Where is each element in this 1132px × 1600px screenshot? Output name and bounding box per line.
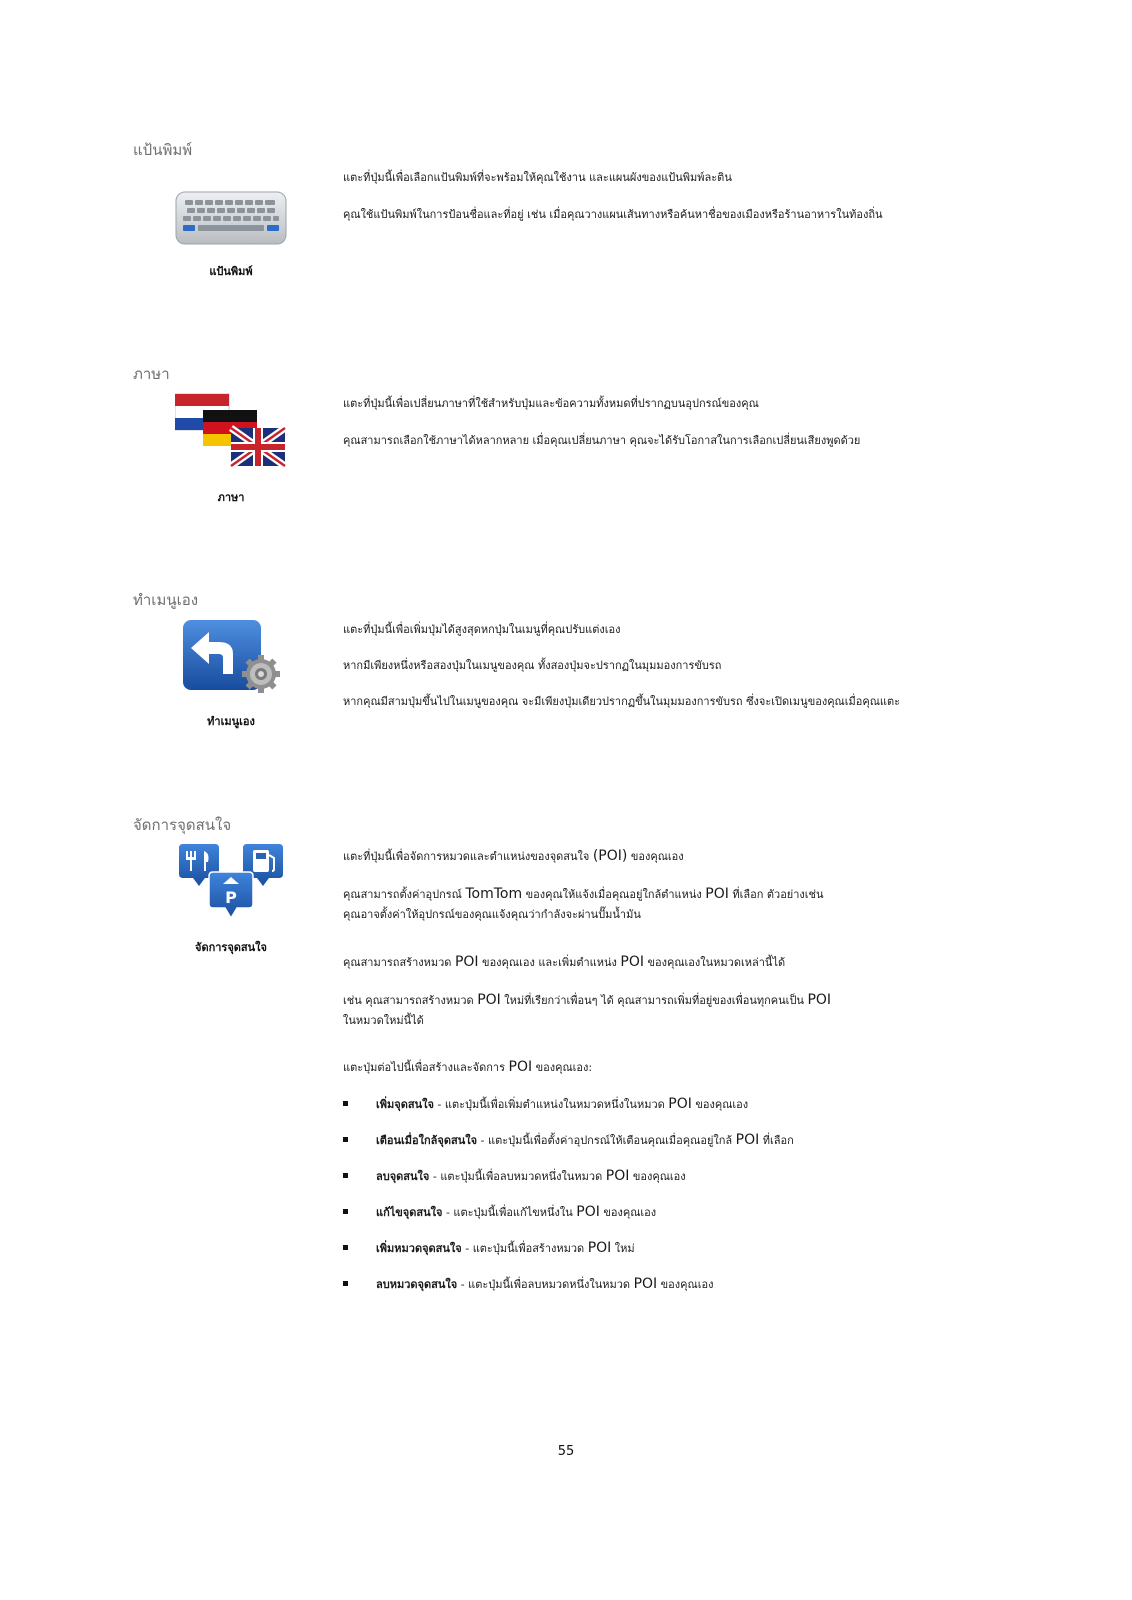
custom-menu-paragraph-3: หากคุณมีสามปุ่มขึ้นไปในเมนูของคุณ จะมีเพียงปุ่มเดียวปรากฏขึ้นในมุมมองการขับรถ ซึ่งจะเปิดเมนูของคุณเมื่อคุณแตะ bbox=[343, 695, 901, 708]
bullet-square-icon bbox=[343, 1173, 348, 1178]
custom-menu-icon[interactable] bbox=[175, 618, 287, 696]
custom-menu-paragraph-1: แตะที่ปุ่มนี้เพื่อเพิ่มปุ่มได้สูงสุดหกปุ่มในเมนูที่คุณปรับแต่งเอง bbox=[343, 623, 621, 636]
keyboard-icon[interactable] bbox=[175, 190, 287, 268]
poi-paragraph-4: เช่น คุณสามารถสร้างหมวด POI ใหม่ที่เรียกว่าเพื่อนๆ ได้ คุณสามารถเพิ่มที่อยู่ของเพื่อนทุกคนเป็น POI ในหมวดใหม่นี้ได้ bbox=[343, 992, 832, 1027]
keyboard-icon-label: แป้นพิมพ์ bbox=[209, 265, 253, 278]
poi-icon-label: จัดการจุดสนใจ bbox=[195, 941, 267, 954]
language-icon-label: ภาษา bbox=[217, 491, 245, 504]
bullet-square-icon bbox=[343, 1209, 348, 1214]
poi-paragraph-3: คุณสามารถสร้างหมวด POI ของคุณเอง และเพิ่มตำแหน่ง POI ของคุณเองในหมวดเหล่านี้ได้ bbox=[343, 954, 786, 970]
custom-menu-icon-label: ทำเมนูเอง bbox=[207, 715, 255, 728]
section-title-poi: จัดการจุดสนใจ bbox=[133, 816, 232, 834]
poi-paragraph-5: แตะปุ่มต่อไปนี้เพื่อสร้างและจัดการ POI ของคุณเอง: bbox=[343, 1059, 593, 1075]
language-flags-icon[interactable] bbox=[175, 392, 287, 470]
bullet-square-icon bbox=[343, 1101, 348, 1106]
bullet-square-icon bbox=[343, 1137, 348, 1142]
language-paragraph-2: คุณสามารถเลือกใช้ภาษาได้หลากหลาย เมื่อคุณเปลี่ยนภาษา คุณจะได้รับโอกาสในการเลือกเปลี่ยนเสียงพูดด้วย bbox=[343, 434, 861, 447]
custom-menu-paragraph-2: หากมีเพียงหนึ่งหรือสองปุ่มในเมนูของคุณ ทั้งสองปุ่มจะปรากฏในมุมมองการขับรถ bbox=[343, 659, 722, 672]
bullet-square-icon bbox=[343, 1281, 348, 1286]
list-item: ลบจุดสนใจ - แตะปุ่มนี้เพื่อลบหมวดหนึ่งในหมวด POI ของคุณเอง bbox=[343, 1166, 983, 1202]
poi-icon[interactable] bbox=[175, 842, 287, 920]
language-paragraph-1: แตะที่ปุ่มนี้เพื่อเปลี่ยนภาษาที่ใช้สำหรับปุ่มและข้อความทั้งหมดที่ปรากฏบนอุปกรณ์ของคุณ bbox=[343, 397, 759, 410]
keyboard-paragraph-2: คุณใช้แป้นพิมพ์ในการป้อนชื่อและที่อยู่ เช่น เมื่อคุณวางแผนเส้นทางหรือค้นหาชื่อของเมืองหรือร้านอาหารในท้องถิ่น bbox=[343, 208, 883, 221]
list-item: เพิ่มจุดสนใจ - แตะปุ่มนี้เพื่อเพิ่มตำแหน่งในหมวดหนึ่งในหมวด POI ของคุณเอง bbox=[343, 1094, 983, 1130]
svg-text:P: P bbox=[225, 888, 237, 907]
page-number: 55 bbox=[557, 1444, 575, 1459]
list-item: ลบหมวดจุดสนใจ - แตะปุ่มนี้เพื่อลบหมวดหนึ่งในหมวด POI ของคุณเอง bbox=[343, 1274, 983, 1310]
list-item: เตือนเมื่อใกล้จุดสนใจ - แตะปุ่มนี้เพื่อตั้งค่าอุปกรณ์ให้เตือนคุณเมื่อคุณอยู่ใกล้ POI ที่เลือก bbox=[343, 1130, 983, 1166]
poi-button-list bbox=[343, 1094, 983, 1310]
list-item: แก้ไขจุดสนใจ - แตะปุ่มนี้เพื่อแก้ไขหนึ่งใน POI ของคุณเอง bbox=[343, 1202, 983, 1238]
poi-paragraph-2: คุณสามารถตั้งค่าอุปกรณ์ TomTom ของคุณให้แจ้งเมื่อคุณอยู่ใกล้ตำแหน่ง POI ที่เลือก ตัวอย่างเช่น คุณอาจตั้งค่าให้อุปกรณ์ของคุณแจ้งคุณว่ากำลังจะผ่านปั๊มน้ำมัน bbox=[343, 886, 824, 921]
section-title-custom-menu: ทำเมนูเอง bbox=[133, 591, 199, 609]
bullet-square-icon bbox=[343, 1245, 348, 1250]
list-item: เพิ่มหมวดจุดสนใจ - แตะปุ่มนี้เพื่อสร้างหมวด POI ใหม่ bbox=[343, 1238, 983, 1274]
keyboard-paragraph-1: แตะที่ปุ่มนี้เพื่อเลือกแป้นพิมพ์ที่จะพร้อมให้คุณใช้งาน และแผนผังของแป้นพิมพ์ละติน bbox=[343, 171, 732, 184]
poi-paragraph-1: แตะที่ปุ่มนี้เพื่อจัดการหมวดและตำแหน่งของจุดสนใจ (POI) ของคุณเอง bbox=[343, 848, 684, 864]
section-title-keyboard: แป้นพิมพ์ bbox=[133, 141, 193, 159]
section-title-language: ภาษา bbox=[133, 365, 170, 383]
